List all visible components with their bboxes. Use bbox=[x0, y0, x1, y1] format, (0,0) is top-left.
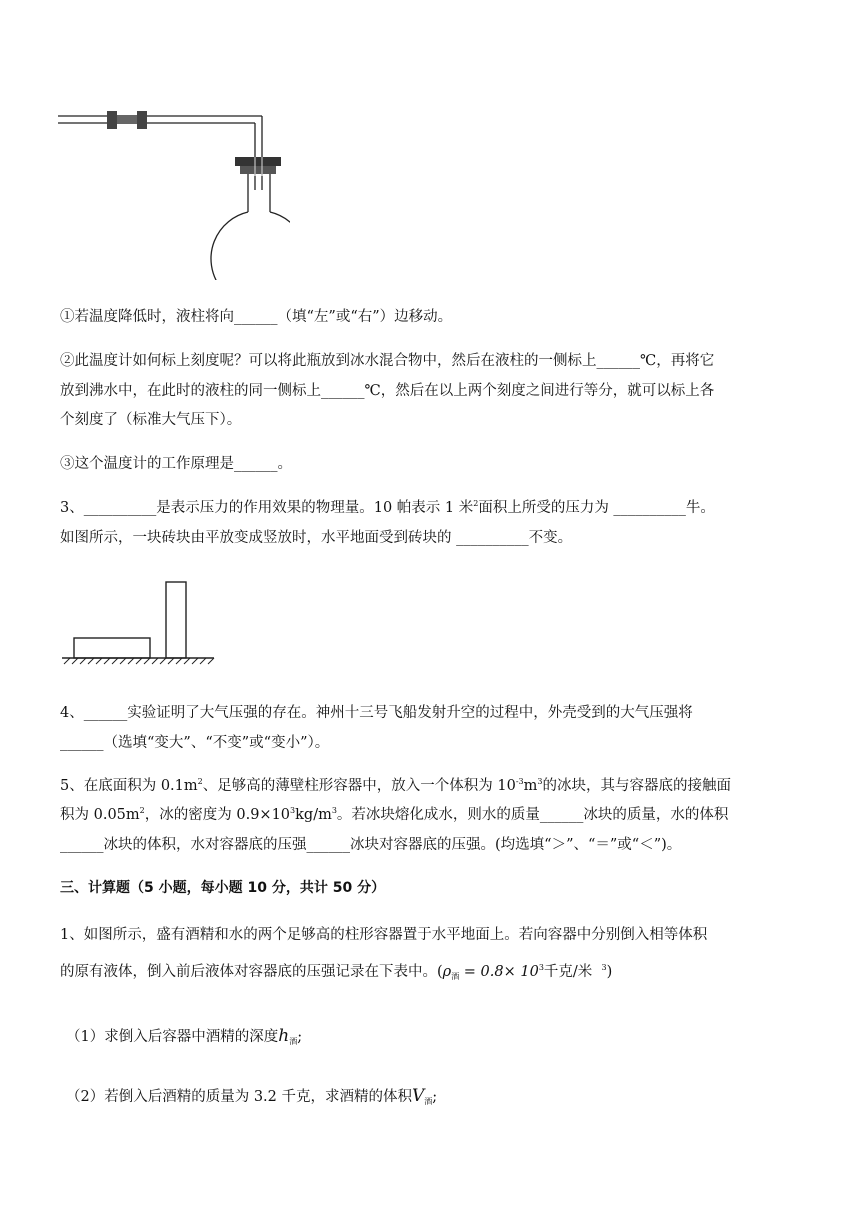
q3-line1: 3、__________是表示压力的作用效果的物理量。10 帕表示 1 米$^2$面积上所受的压力为 __________牛。 bbox=[60, 499, 715, 516]
item-3: ③这个温度计的工作原理是______。 bbox=[60, 456, 292, 472]
q4-line2: ______（选填“变大”、“不变”或“变小”）。 bbox=[60, 735, 330, 751]
q4-line1: 4、______实验证明了大气压强的存在。神州十三号飞船发射升空的过程中，外壳受到的大气压强将 bbox=[60, 705, 693, 721]
brick-diagram bbox=[58, 576, 218, 668]
rho-symbol: ρ bbox=[442, 964, 452, 980]
section-3-heading: 三、计算题（5 小题，每小题 10 分，共计 50 分） bbox=[60, 880, 386, 896]
flask-thermometer-diagram bbox=[50, 100, 290, 280]
item-2-line2: 放到沸水中，在此时的液柱的同一侧标上______℃，然后在以上两个刻度之间进行等分，就可以标上各 bbox=[60, 383, 715, 399]
calc1-sub1: （1）求倒入后容器中酒精的深度$h_酒$; bbox=[66, 1026, 303, 1046]
stopper bbox=[235, 157, 281, 166]
item-2-line3: 个刻度了（标准大气压下）。 bbox=[60, 412, 242, 428]
calc1-sub2: （2）若倒入后酒精的质量为 3.2 千克，求酒精的体积$V_酒$; bbox=[66, 1086, 438, 1106]
q3-line2: 如图所示，一块砖块由平放变成竖放时，水平地面受到砖块的 __________不变。 bbox=[60, 530, 573, 546]
q5-line3: ______冰块的体积，水对容器底的压强______冰块对容器底的压强。(均选填“＞”、“＝”或“＜”)。 bbox=[60, 837, 682, 853]
calc1-line2: 的原有液体，倒入前后液体对容器底的压强记录在下表中。($\rho_酒 = 0.8\times 10^3$千克/米 $^3$) bbox=[60, 963, 613, 981]
item-1: ①若温度降低时，液柱将向______（填“左”或“右”）边移动。 bbox=[60, 309, 453, 325]
item-2-line1: ②此温度计如何标上刻度呢？可以将此瓶放到冰水混合物中，然后在液柱的一侧标上______℃，再将它 bbox=[60, 353, 715, 369]
calc1-line1: 1、如图所示，盛有酒精和水的两个足够高的柱形容器置于水平地面上。若向容器中分别倒入相等体积 bbox=[60, 927, 708, 943]
q5-line2: 积为 $0.05m^2$，冰的密度为 $0.9\times 10^3kg/m^3$。若冰块熔化成水，则水的质量______冰块的质量，水的体积 bbox=[60, 806, 729, 823]
tube-clamp bbox=[107, 111, 117, 129]
q5-line1: 5、在底面积为 $0.1m^2$、足够高的薄壁柱形容器中，放入一个体积为 $10^{-3}m^3$的冰块，其与容器底的接触面 bbox=[60, 777, 731, 794]
